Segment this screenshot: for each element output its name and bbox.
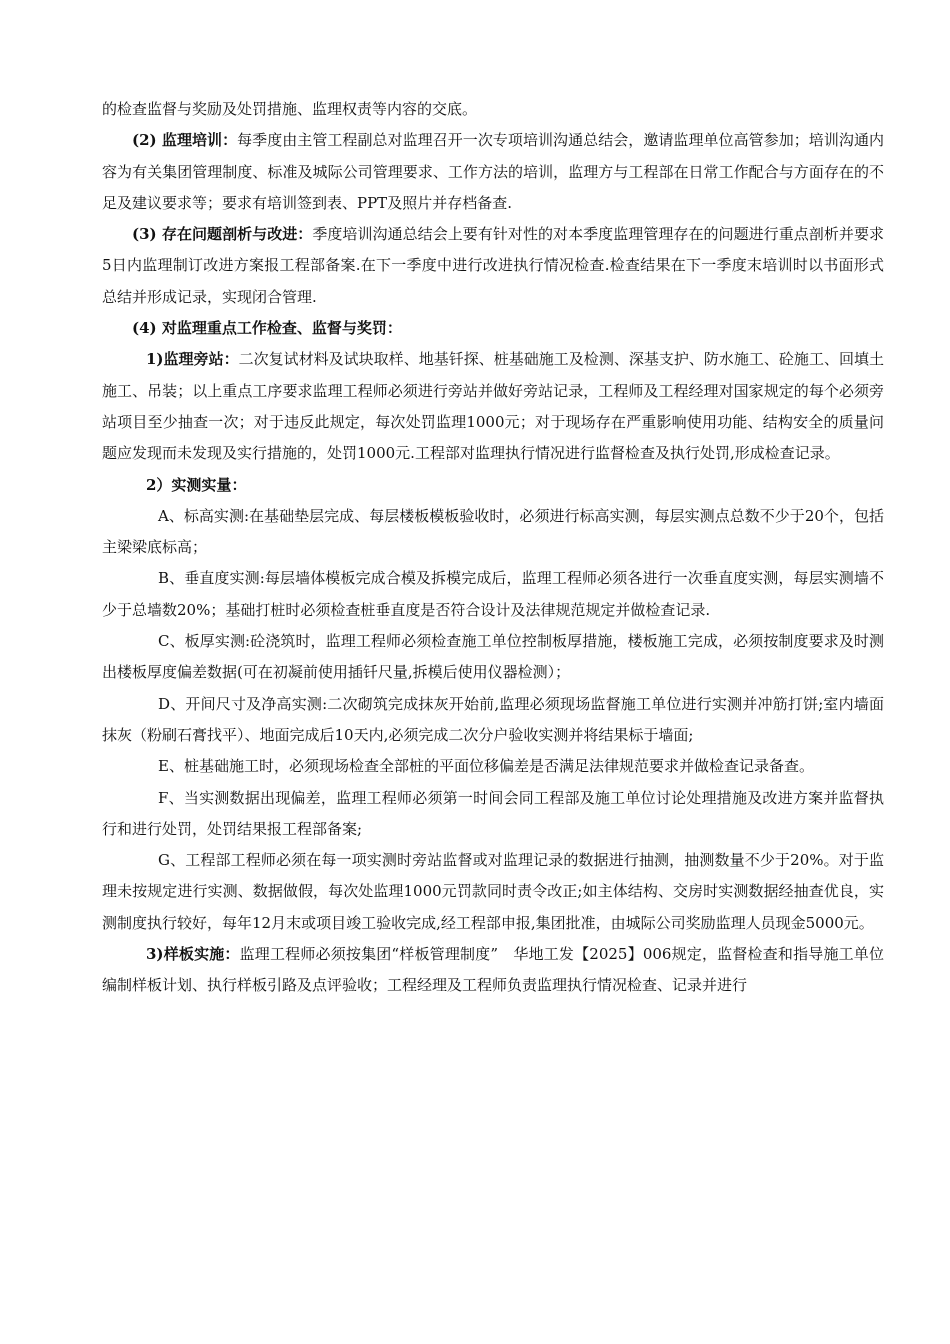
paragraph-text: E、桩基础施工时，必须现场检查全部桩的平面位移偏差是否满足法律规范要求并做检查记录备查。 bbox=[158, 757, 814, 776]
paragraph-text: 监理工程师必须按集团“样板管理制度” 华地工发【2025】006规定，监督检查和指导施工单位编制样板计划、执行样板引路及点评验收；工程经理及工程师负责监理执行情况检查、记录并进行 bbox=[102, 945, 884, 995]
paragraph-text: 每季度由主管工程副总对监理召开一次专项培训沟通总结会，邀请监理单位高管参加；培训沟通内容为有关集团管理制度、标准及城际公司管理要求、工作方法的培训，监理方与工程部在日常工作配合与方面存在的不足及建议要求等；要求有培训签到表、PPT及照片并存档备查. bbox=[102, 131, 884, 212]
section-heading: (3) 存在问题剖析与改进： bbox=[132, 225, 313, 244]
paragraph-intro-continuation bbox=[102, 94, 884, 125]
section-heading: (4) 对监理重点工作检查、监督与奖罚： bbox=[132, 319, 402, 338]
subsection-heading: 2）实测实量： bbox=[146, 475, 247, 494]
paragraph-sample-implementation bbox=[102, 939, 884, 1002]
paragraph-text: B、垂直度实测:每层墙体模板完成合模及拆模完成后，监理工程师必须各进行一次垂直度实测，每层实测墙不少于总墙数20%；基础打桩时必须检查桩垂直度是否符合设计及法律规范规定并做检查记录. bbox=[102, 569, 884, 619]
paragraph-side-station bbox=[102, 344, 884, 469]
paragraph-text: 季度培训沟通总结会上要有针对性的对本季度监理管理存在的问题进行重点剖析并要求5日内监理制订改进方案报工程部备案.在下一季度中进行改进执行情况检查.检查结果在下一季度末培训时以书面形式总结并形成记录，实现闭合管理. bbox=[102, 225, 884, 306]
paragraph-text: 的检查监督与奖励及处罚措施、监理权责等内容的交底。 bbox=[102, 100, 478, 118]
paragraph-text: A、标高实测:在基础垫层完成、每层楼板模板验收时，必须进行标高实测，每层实测点总数不少于20个，包括主梁梁底标高； bbox=[102, 506, 884, 557]
paragraph-item-e bbox=[102, 751, 884, 782]
paragraph-item-f bbox=[102, 783, 884, 846]
paragraph-item-d bbox=[102, 689, 884, 752]
paragraph-item-g bbox=[102, 845, 884, 939]
paragraph-text: 二次复试材料及试块取样、地基钎探、桩基础施工及检测、深基支护、防水施工、砼施工、回填土施工、吊装；以上重点工序要求监理工程师必须进行旁站并做好旁站记录，工程师及工程经理对国家规定的每个必须旁站项目至少抽查一次；对于违反此规定，每次处罚监理1000元；对于现场存在严重影响使用功能、结构安全的质量问题应发现而未发现及实行措施的，处罚1000元.工程部对监理执行情况进行监督检查及执行处罚,形成检查记录。 bbox=[102, 350, 884, 463]
document-page bbox=[102, 94, 884, 1002]
paragraph-key-work-inspection bbox=[102, 313, 884, 344]
paragraph-text: C、板厚实测:砼浇筑时，监理工程师必须检查施工单位控制板厚措施，楼板施工完成，必须按制度要求及时测出楼板厚度偏差数据(可在初凝前使用插钎尺量,拆模后使用仪器检测）； bbox=[102, 632, 884, 682]
section-heading: (2) 监理培训： bbox=[132, 131, 238, 150]
paragraph-text: D、开间尺寸及净高实测:二次砌筑完成抹灰开始前,监理必须现场监督施工单位进行实测并冲筋打饼;室内墙面抹灰（粉刷石膏找平）、地面完成后10天内,必须完成二次分户验收实测并将结果标于墙面; bbox=[102, 694, 884, 744]
paragraph-actual-measurement bbox=[102, 470, 884, 501]
paragraph-text: G、工程部工程师必须在每一项实测时旁站监督或对监理记录的数据进行抽测，抽测数量不少于20%。对于监理未按规定进行实测、数据做假，每次处监理1000元罚款同时责令改正;如主体结构、交房时实测数据经抽查优良，实测制度执行较好，每年12月末或项目竣工验收完成,经工程部申报,集团批准，由城际公司奖励监理人员现金5000元。 bbox=[102, 851, 884, 932]
subsection-heading: 3)样板实施： bbox=[146, 945, 240, 964]
paragraph-supervision-training bbox=[102, 125, 884, 219]
subsection-heading: 1)监理旁站： bbox=[146, 350, 239, 369]
paragraph-item-c bbox=[102, 626, 884, 689]
paragraph-item-b bbox=[102, 563, 884, 626]
paragraph-text: F、当实测数据出现偏差，监理工程师必须第一时间会同工程部及施工单位讨论处理措施及改进方案并监督执行和进行处罚，处罚结果报工程部备案; bbox=[102, 788, 884, 838]
paragraph-problem-analysis bbox=[102, 219, 884, 313]
paragraph-item-a bbox=[102, 501, 884, 564]
